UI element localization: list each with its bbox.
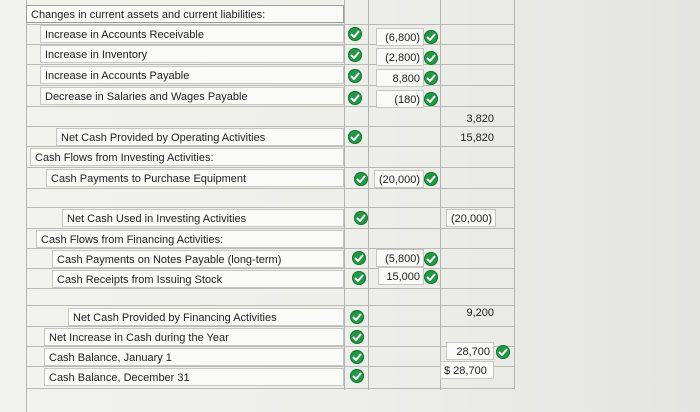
check-icon <box>424 71 438 85</box>
check-icon <box>348 130 362 144</box>
check-icon <box>350 369 364 383</box>
section-header: Changes in current assets and current liabilities: <box>26 5 344 23</box>
check-icon <box>348 27 362 41</box>
operating-total-amount[interactable]: 15,820 <box>460 132 494 144</box>
column-divider <box>440 0 441 390</box>
row-divider <box>26 228 514 229</box>
row-divider <box>26 146 514 147</box>
investing-total-label[interactable]: Net Cash Used in Investing Activities <box>62 209 344 227</box>
jan-balance-label[interactable]: Cash Balance, January 1 <box>44 348 344 366</box>
investing-total-amount[interactable]: (20,000) <box>446 209 496 227</box>
check-icon <box>424 30 438 44</box>
financing-total-amount[interactable]: 9,200 <box>466 307 494 319</box>
operating-item-amount[interactable]: (180) <box>376 90 424 108</box>
row-divider <box>26 268 514 269</box>
row-divider <box>26 188 514 189</box>
dec-balance-label[interactable]: Cash Balance, December 31 <box>44 368 344 386</box>
financing-item-label[interactable]: Cash Receipts from Issuing Stock <box>52 270 344 288</box>
check-icon <box>348 48 362 62</box>
check-icon <box>348 69 362 83</box>
investing-item-amount[interactable]: (20,000) <box>374 170 424 188</box>
operating-item-label[interactable]: Decrease in Salaries and Wages Payable <box>40 87 344 105</box>
column-divider <box>26 0 27 412</box>
row-divider <box>26 85 514 86</box>
row-divider <box>26 207 514 208</box>
row-divider <box>26 106 514 107</box>
check-icon <box>424 270 438 284</box>
investing-item-label[interactable]: Cash Payments to Purchase Equipment <box>46 169 344 187</box>
row-divider <box>26 288 514 289</box>
investing-section-header: Cash Flows from Investing Activities: <box>30 148 344 166</box>
check-icon <box>354 211 368 225</box>
row-divider <box>26 126 514 127</box>
check-icon <box>352 251 366 265</box>
check-icon <box>354 172 368 186</box>
financing-total-label[interactable]: Net Cash Provided by Financing Activities <box>68 308 344 326</box>
financing-item-amount[interactable]: (5,800) <box>376 249 424 267</box>
check-icon <box>496 345 510 359</box>
operating-total-label[interactable]: Net Cash Provided by Operating Activities <box>56 128 344 146</box>
row-divider <box>26 305 514 306</box>
check-icon <box>350 310 364 324</box>
operating-item-label[interactable]: Increase in Accounts Receivable <box>40 25 344 43</box>
net-increase-label[interactable]: Net Increase in Cash during the Year <box>44 328 344 346</box>
operating-item-label[interactable]: Increase in Inventory <box>40 45 344 63</box>
row-divider <box>26 64 514 65</box>
operating-subtotal-amount[interactable]: 3,820 <box>466 113 494 125</box>
check-icon <box>424 92 438 106</box>
jan-balance-amount[interactable]: 28,700 <box>446 342 494 360</box>
row-divider <box>26 326 514 327</box>
row-divider <box>26 346 514 347</box>
check-icon <box>350 350 364 364</box>
column-divider <box>368 0 369 390</box>
operating-item-amount[interactable]: 8,800 <box>376 69 424 87</box>
financing-item-label[interactable]: Cash Payments on Notes Payable (long-term) <box>52 250 344 268</box>
row-divider <box>26 167 514 168</box>
operating-item-label[interactable]: Increase in Accounts Payable <box>40 66 344 84</box>
operating-item-amount[interactable]: (6,800) <box>376 28 424 46</box>
column-divider <box>344 0 345 390</box>
check-icon <box>424 172 438 186</box>
row-divider <box>26 388 514 389</box>
row-divider <box>26 248 514 249</box>
column-divider <box>514 0 515 390</box>
check-icon <box>424 51 438 65</box>
check-icon <box>348 91 362 105</box>
check-icon <box>352 271 366 285</box>
dec-balance-amount[interactable]: $ 28,700 <box>440 361 494 379</box>
financing-item-amount[interactable]: 15,000 <box>378 267 424 285</box>
operating-item-amount[interactable]: (2,800) <box>376 48 424 66</box>
check-icon <box>350 330 364 344</box>
check-icon <box>424 252 438 266</box>
financing-section-header: Cash Flows from Financing Activities: <box>36 230 344 248</box>
